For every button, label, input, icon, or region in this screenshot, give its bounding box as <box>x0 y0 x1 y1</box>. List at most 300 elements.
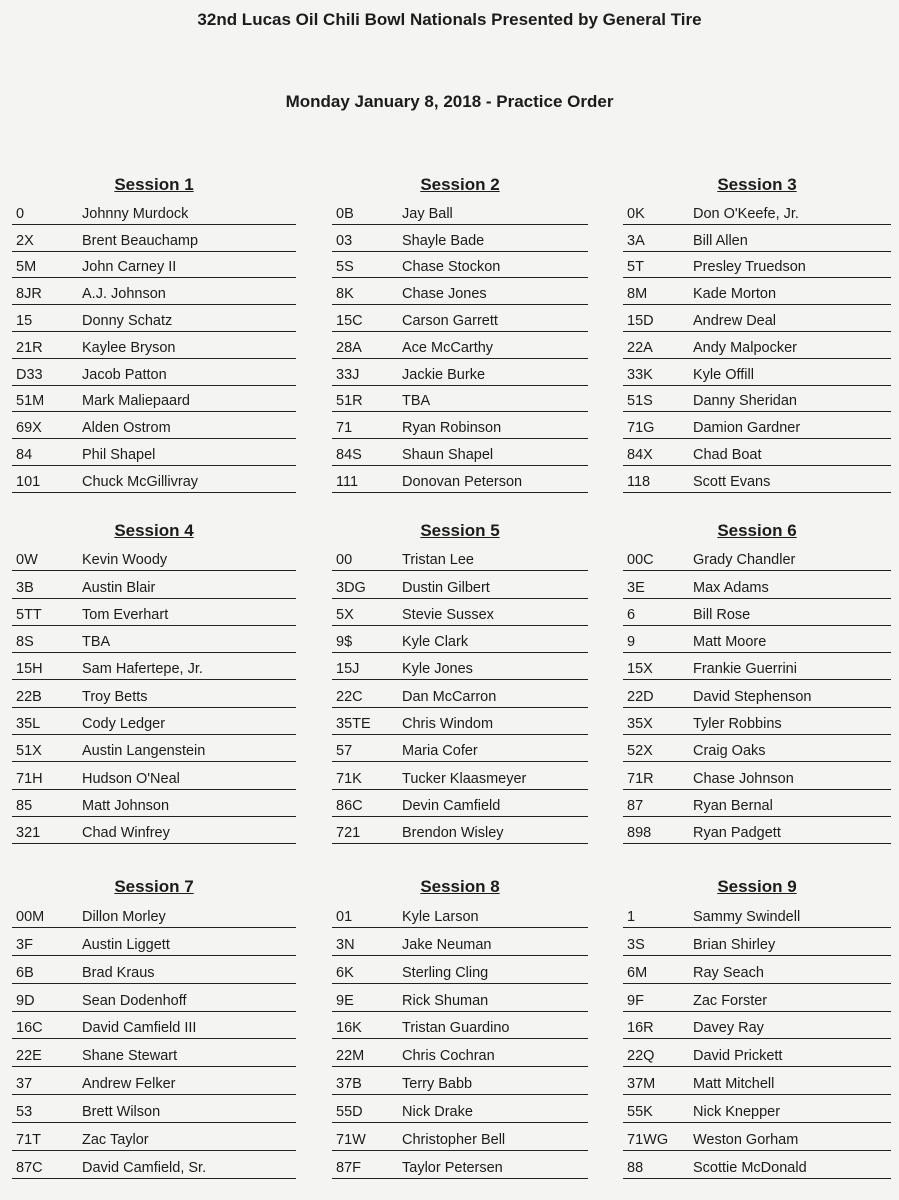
driver-name: David Camfield, Sr. <box>82 1159 207 1176</box>
car-number: 6K <box>336 964 354 981</box>
car-number: 71H <box>16 770 43 787</box>
session-block <box>12 172 296 493</box>
car-number: 03 <box>336 232 353 249</box>
car-number: 22M <box>336 1048 365 1065</box>
entry-row <box>12 332 296 359</box>
car-number: 87F <box>336 1159 361 1176</box>
driver-name: Kyle Jones <box>402 661 473 678</box>
car-number: 6M <box>627 964 648 981</box>
entry-row <box>623 708 891 735</box>
entry-row <box>332 252 588 279</box>
driver-name: Jacob Patton <box>82 366 167 383</box>
entry-row <box>623 599 891 626</box>
entry-row <box>12 466 296 493</box>
car-number: 16K <box>336 1020 362 1037</box>
car-number: 3B <box>16 579 34 596</box>
car-number: 9E <box>336 992 354 1009</box>
car-number: 33J <box>336 366 360 383</box>
entry-row <box>12 439 296 466</box>
entry-row <box>332 332 588 359</box>
car-number: 6B <box>16 964 34 981</box>
car-number: 52X <box>627 743 653 760</box>
entry-row <box>332 571 588 598</box>
document-title: 32nd Lucas Oil Chili Bowl Nationals Presented by General Tire <box>197 10 702 29</box>
car-number: 16C <box>16 1020 43 1037</box>
car-number: 84 <box>16 446 33 463</box>
driver-name: Matt Mitchell <box>693 1076 775 1093</box>
driver-name: A.J. Johnson <box>82 286 166 303</box>
entry-row <box>12 386 296 413</box>
car-number: 01 <box>336 908 353 925</box>
driver-name: Sam Hafertepe, Jr. <box>82 661 203 678</box>
car-number: 22D <box>627 688 654 705</box>
entry-row <box>12 790 296 817</box>
driver-name: Stevie Sussex <box>402 606 494 623</box>
car-number: 21R <box>16 339 43 356</box>
driver-name: Dustin Gilbert <box>402 579 490 596</box>
car-number: 898 <box>627 825 652 842</box>
entry-row <box>623 198 891 225</box>
car-number: 71K <box>336 770 362 787</box>
car-number: 15C <box>336 312 363 329</box>
driver-name: Bill Allen <box>693 232 748 249</box>
entry-row <box>12 599 296 626</box>
driver-name: Tristan Lee <box>402 552 474 569</box>
entry-row <box>12 252 296 279</box>
driver-name: Brian Shirley <box>693 936 776 953</box>
driver-name: Brad Kraus <box>82 964 155 981</box>
driver-name: Matt Johnson <box>82 797 170 814</box>
driver-name: Chad Boat <box>693 446 762 463</box>
car-number: 55K <box>627 1104 653 1121</box>
entry-row <box>623 359 891 386</box>
entry-row <box>623 1012 891 1040</box>
entry-row <box>623 386 891 413</box>
entry-row <box>332 412 588 439</box>
car-number: 37 <box>16 1076 33 1093</box>
car-number: 9F <box>627 992 644 1009</box>
car-number: 9$ <box>336 634 353 651</box>
driver-name: Brett Wilson <box>82 1104 161 1121</box>
entry-row <box>332 1151 588 1179</box>
car-number: 51R <box>336 393 363 410</box>
car-number: 84S <box>336 446 362 463</box>
car-number: 3A <box>627 232 645 249</box>
driver-name: Chuck McGillivray <box>82 473 199 490</box>
driver-name: Chase Johnson <box>693 770 794 787</box>
car-number: 8K <box>336 286 354 303</box>
entry-row <box>332 900 588 928</box>
car-number: 85 <box>16 797 33 814</box>
entry-row <box>623 984 891 1012</box>
entry-row <box>623 1095 891 1123</box>
driver-name: Ryan Bernal <box>693 797 773 814</box>
entry-row <box>332 956 588 984</box>
entry-row <box>12 928 296 956</box>
driver-name: Taylor Petersen <box>402 1159 503 1176</box>
driver-name: Carson Garrett <box>402 312 498 329</box>
car-number: 71WG <box>627 1132 669 1149</box>
entry-row <box>12 1039 296 1067</box>
entry-row <box>332 225 588 252</box>
entry-row <box>332 984 588 1012</box>
driver-name: Zac Forster <box>693 992 768 1009</box>
car-number: 0B <box>336 205 354 222</box>
car-number: 71W <box>336 1132 366 1149</box>
entry-row <box>12 1067 296 1095</box>
car-number: 35TE <box>336 716 371 733</box>
driver-name: Donovan Peterson <box>402 473 523 490</box>
car-number: 15X <box>627 661 653 678</box>
entry-row <box>623 1123 891 1151</box>
car-number: 3S <box>627 936 645 953</box>
driver-name: Alden Ostrom <box>82 420 171 437</box>
driver-name: Sterling Cling <box>402 964 489 981</box>
car-number: 15H <box>16 661 43 678</box>
entry-row <box>623 571 891 598</box>
driver-name: Scott Evans <box>693 473 771 490</box>
entry-row <box>623 626 891 653</box>
driver-name: Rick Shuman <box>402 992 489 1009</box>
car-number: 71G <box>627 420 655 437</box>
car-number: 0 <box>16 205 25 222</box>
car-number: 35X <box>627 716 653 733</box>
driver-name: Hudson O'Neal <box>82 770 180 787</box>
entry-row <box>623 956 891 984</box>
car-number: 00 <box>336 552 353 569</box>
entry-row <box>623 544 891 571</box>
driver-name: Dan McCarron <box>402 688 497 705</box>
driver-name: Johnny Murdock <box>82 205 189 222</box>
entry-row <box>12 956 296 984</box>
entry-row <box>623 466 891 493</box>
car-number: 5T <box>627 259 644 276</box>
entry-row <box>332 305 588 332</box>
car-number: 6 <box>627 606 636 623</box>
entry-row <box>12 653 296 680</box>
document-subtitle: Monday January 8, 2018 - Practice Order <box>285 92 614 111</box>
entry-row <box>332 653 588 680</box>
car-number: 8JR <box>16 286 42 303</box>
car-number: 37B <box>336 1076 362 1093</box>
driver-name: Austin Liggett <box>82 936 170 953</box>
entry-row <box>332 1095 588 1123</box>
driver-name: David Prickett <box>693 1048 783 1065</box>
driver-name: Grady Chandler <box>693 552 796 569</box>
session-block <box>332 518 588 844</box>
session-block <box>623 172 891 493</box>
entry-row <box>623 817 891 844</box>
entry-row <box>332 1067 588 1095</box>
car-number: 15D <box>627 312 654 329</box>
driver-name: Matt Moore <box>693 634 767 651</box>
entry-row <box>332 466 588 493</box>
car-number: 86C <box>336 797 363 814</box>
driver-name: Ace McCarthy <box>402 339 494 356</box>
entry-row <box>623 1151 891 1179</box>
car-number: 22Q <box>627 1048 655 1065</box>
entry-row <box>623 653 891 680</box>
entry-row <box>332 735 588 762</box>
driver-name: Kyle Clark <box>402 634 469 651</box>
driver-name: Jake Neuman <box>402 936 492 953</box>
car-number: 9 <box>627 634 636 651</box>
driver-name: Terry Babb <box>402 1076 473 1093</box>
driver-name: Ryan Robinson <box>402 420 502 437</box>
entry-row <box>332 680 588 707</box>
driver-name: Scottie McDonald <box>693 1159 807 1176</box>
entry-row <box>332 790 588 817</box>
car-number: 3E <box>627 579 645 596</box>
driver-name: Shayle Bade <box>402 232 485 249</box>
entry-row <box>332 1123 588 1151</box>
driver-name: Cody Ledger <box>82 716 166 733</box>
entry-row <box>12 1151 296 1179</box>
entry-row <box>332 708 588 735</box>
session-heading: Session 4 <box>114 521 194 540</box>
car-number: 721 <box>336 825 361 842</box>
entry-row <box>332 198 588 225</box>
driver-name: John Carney II <box>82 259 177 276</box>
entry-row <box>623 225 891 252</box>
driver-name: Troy Betts <box>82 688 148 705</box>
entry-row <box>623 790 891 817</box>
entry-row <box>332 278 588 305</box>
car-number: 87 <box>627 797 644 814</box>
driver-name: Brent Beauchamp <box>82 232 199 249</box>
driver-name: Christopher Bell <box>402 1132 506 1149</box>
entry-row <box>12 817 296 844</box>
car-number: 118 <box>627 473 651 490</box>
car-number: 57 <box>336 743 353 760</box>
car-number: 3DG <box>336 579 366 596</box>
car-number: 16R <box>627 1020 654 1037</box>
driver-name: Davey Ray <box>693 1020 764 1037</box>
driver-name: Kyle Offill <box>693 366 754 383</box>
driver-name: Shaun Shapel <box>402 446 494 463</box>
car-number: 15 <box>16 312 33 329</box>
driver-name: Chris Cochran <box>402 1048 495 1065</box>
driver-name: Shane Stewart <box>82 1048 178 1065</box>
driver-name: TBA <box>82 634 111 651</box>
driver-name: TBA <box>402 393 431 410</box>
driver-name: Max Adams <box>693 579 769 596</box>
entry-row <box>12 412 296 439</box>
driver-name: Chad Winfrey <box>82 825 170 842</box>
entry-row <box>623 762 891 789</box>
entry-row <box>332 626 588 653</box>
driver-name: Andrew Felker <box>82 1076 176 1093</box>
driver-name: Andrew Deal <box>693 312 777 329</box>
entry-row <box>12 735 296 762</box>
entry-row <box>12 305 296 332</box>
entry-row <box>12 708 296 735</box>
entry-row <box>12 278 296 305</box>
entry-row <box>623 252 891 279</box>
entry-row <box>332 1039 588 1067</box>
car-number: 00C <box>627 552 654 569</box>
car-number: 71 <box>336 420 353 437</box>
car-number: 1 <box>627 908 636 925</box>
entry-row <box>623 412 891 439</box>
driver-name: Maria Cofer <box>402 743 478 760</box>
session-block <box>12 518 296 844</box>
car-number: 101 <box>16 473 41 490</box>
driver-name: Nick Knepper <box>693 1104 781 1121</box>
car-number: 22E <box>16 1048 42 1065</box>
car-number: 15J <box>336 661 360 678</box>
car-number: 28A <box>336 339 362 356</box>
car-number: 88 <box>627 1159 644 1176</box>
entry-row <box>332 544 588 571</box>
car-number: 87C <box>16 1159 43 1176</box>
entry-row <box>623 735 891 762</box>
car-number: 0K <box>627 205 645 222</box>
driver-name: Kyle Larson <box>402 908 479 925</box>
entry-row <box>12 544 296 571</box>
entry-row <box>332 817 588 844</box>
car-number: 71R <box>627 770 654 787</box>
driver-name: Sammy Swindell <box>693 908 801 925</box>
entry-row <box>12 626 296 653</box>
driver-name: Weston Gorham <box>693 1132 799 1149</box>
session-block <box>623 874 891 1179</box>
session-heading: Session 5 <box>420 521 500 540</box>
driver-name: Tristan Guardino <box>402 1020 510 1037</box>
entry-row <box>623 332 891 359</box>
entry-row <box>623 278 891 305</box>
entry-row <box>332 359 588 386</box>
car-number: 51S <box>627 393 653 410</box>
car-number: 321 <box>16 825 41 842</box>
car-number: 22B <box>16 688 42 705</box>
car-number: 84X <box>627 446 653 463</box>
car-number: 00M <box>16 908 45 925</box>
car-number: D33 <box>16 366 43 383</box>
entry-row <box>623 305 891 332</box>
car-number: 37M <box>627 1076 656 1093</box>
driver-name: Frankie Guerrini <box>693 661 797 678</box>
session-block <box>332 172 588 493</box>
driver-name: Andy Malpocker <box>693 339 797 356</box>
entry-row <box>12 900 296 928</box>
car-number: 8S <box>16 634 34 651</box>
driver-name: Mark Maliepaard <box>82 393 190 410</box>
driver-name: Brendon Wisley <box>402 825 504 842</box>
car-number: 55D <box>336 1104 363 1121</box>
session-block <box>332 874 588 1179</box>
driver-name: Phil Shapel <box>82 446 156 463</box>
driver-name: Craig Oaks <box>693 743 766 760</box>
entry-row <box>332 928 588 956</box>
entry-row <box>12 198 296 225</box>
car-number: 8M <box>627 286 648 303</box>
entry-row <box>332 1012 588 1040</box>
car-number: 53 <box>16 1104 33 1121</box>
session-block <box>12 874 296 1179</box>
session-heading: Session 2 <box>420 175 500 194</box>
driver-name: Donny Schatz <box>82 312 173 329</box>
driver-name: Ryan Padgett <box>693 825 781 842</box>
driver-name: Tucker Klaasmeyer <box>402 770 527 787</box>
car-number: 0W <box>16 552 38 569</box>
car-number: 3N <box>336 936 355 953</box>
driver-name: David Camfield III <box>82 1020 197 1037</box>
driver-name: Kevin Woody <box>82 552 168 569</box>
car-number: 69X <box>16 420 42 437</box>
driver-name: Dillon Morley <box>82 908 166 925</box>
driver-name: Bill Rose <box>693 606 751 623</box>
driver-name: Chase Jones <box>402 286 487 303</box>
entry-row <box>332 386 588 413</box>
car-number: 111 <box>336 473 359 490</box>
car-number: 51X <box>16 743 42 760</box>
car-number: 5M <box>16 259 37 276</box>
car-number: 5TT <box>16 606 42 623</box>
car-number: 3F <box>16 936 33 953</box>
entry-row <box>623 1067 891 1095</box>
car-number: 35L <box>16 716 41 733</box>
driver-name: Nick Drake <box>402 1104 473 1121</box>
driver-name: Devin Camfield <box>402 797 501 814</box>
driver-name: Chase Stockon <box>402 259 501 276</box>
entry-row <box>623 928 891 956</box>
session-heading: Session 8 <box>420 877 500 896</box>
entry-row <box>12 225 296 252</box>
driver-name: Jay Ball <box>402 205 453 222</box>
driver-name: Kade Morton <box>693 286 777 303</box>
entry-row <box>332 762 588 789</box>
driver-name: Danny Sheridan <box>693 393 797 410</box>
session-heading: Session 7 <box>114 877 194 896</box>
driver-name: Zac Taylor <box>82 1132 149 1149</box>
session-heading: Session 6 <box>717 521 797 540</box>
entry-row <box>12 359 296 386</box>
driver-name: Damion Gardner <box>693 420 801 437</box>
car-number: 9D <box>16 992 35 1009</box>
entry-row <box>12 680 296 707</box>
entry-row <box>12 984 296 1012</box>
driver-name: Kaylee Bryson <box>82 339 176 356</box>
entry-row <box>12 762 296 789</box>
session-heading: Session 9 <box>717 877 797 896</box>
entry-row <box>12 1012 296 1040</box>
car-number: 2X <box>16 232 34 249</box>
entry-row <box>12 1123 296 1151</box>
entry-row <box>332 439 588 466</box>
driver-name: Chris Windom <box>402 716 494 733</box>
entry-row <box>623 1039 891 1067</box>
car-number: 71T <box>16 1132 41 1149</box>
driver-name: Tom Everhart <box>82 606 169 623</box>
driver-name: Ray Seach <box>693 964 764 981</box>
driver-name: Presley Truedson <box>693 259 806 276</box>
driver-name: Jackie Burke <box>402 366 486 383</box>
driver-name: Don O'Keefe, Jr. <box>693 205 799 222</box>
car-number: 5X <box>336 606 354 623</box>
driver-name: Sean Dodenhoff <box>82 992 187 1009</box>
car-number: 51M <box>16 393 45 410</box>
driver-name: Tyler Robbins <box>693 716 782 733</box>
driver-name: David Stephenson <box>693 688 812 705</box>
driver-name: Austin Blair <box>82 579 156 596</box>
car-number: 22A <box>627 339 653 356</box>
session-heading: Session 3 <box>717 175 797 194</box>
entry-row <box>623 680 891 707</box>
car-number: 22C <box>336 688 363 705</box>
entry-row <box>12 1095 296 1123</box>
session-heading: Session 1 <box>114 175 194 194</box>
